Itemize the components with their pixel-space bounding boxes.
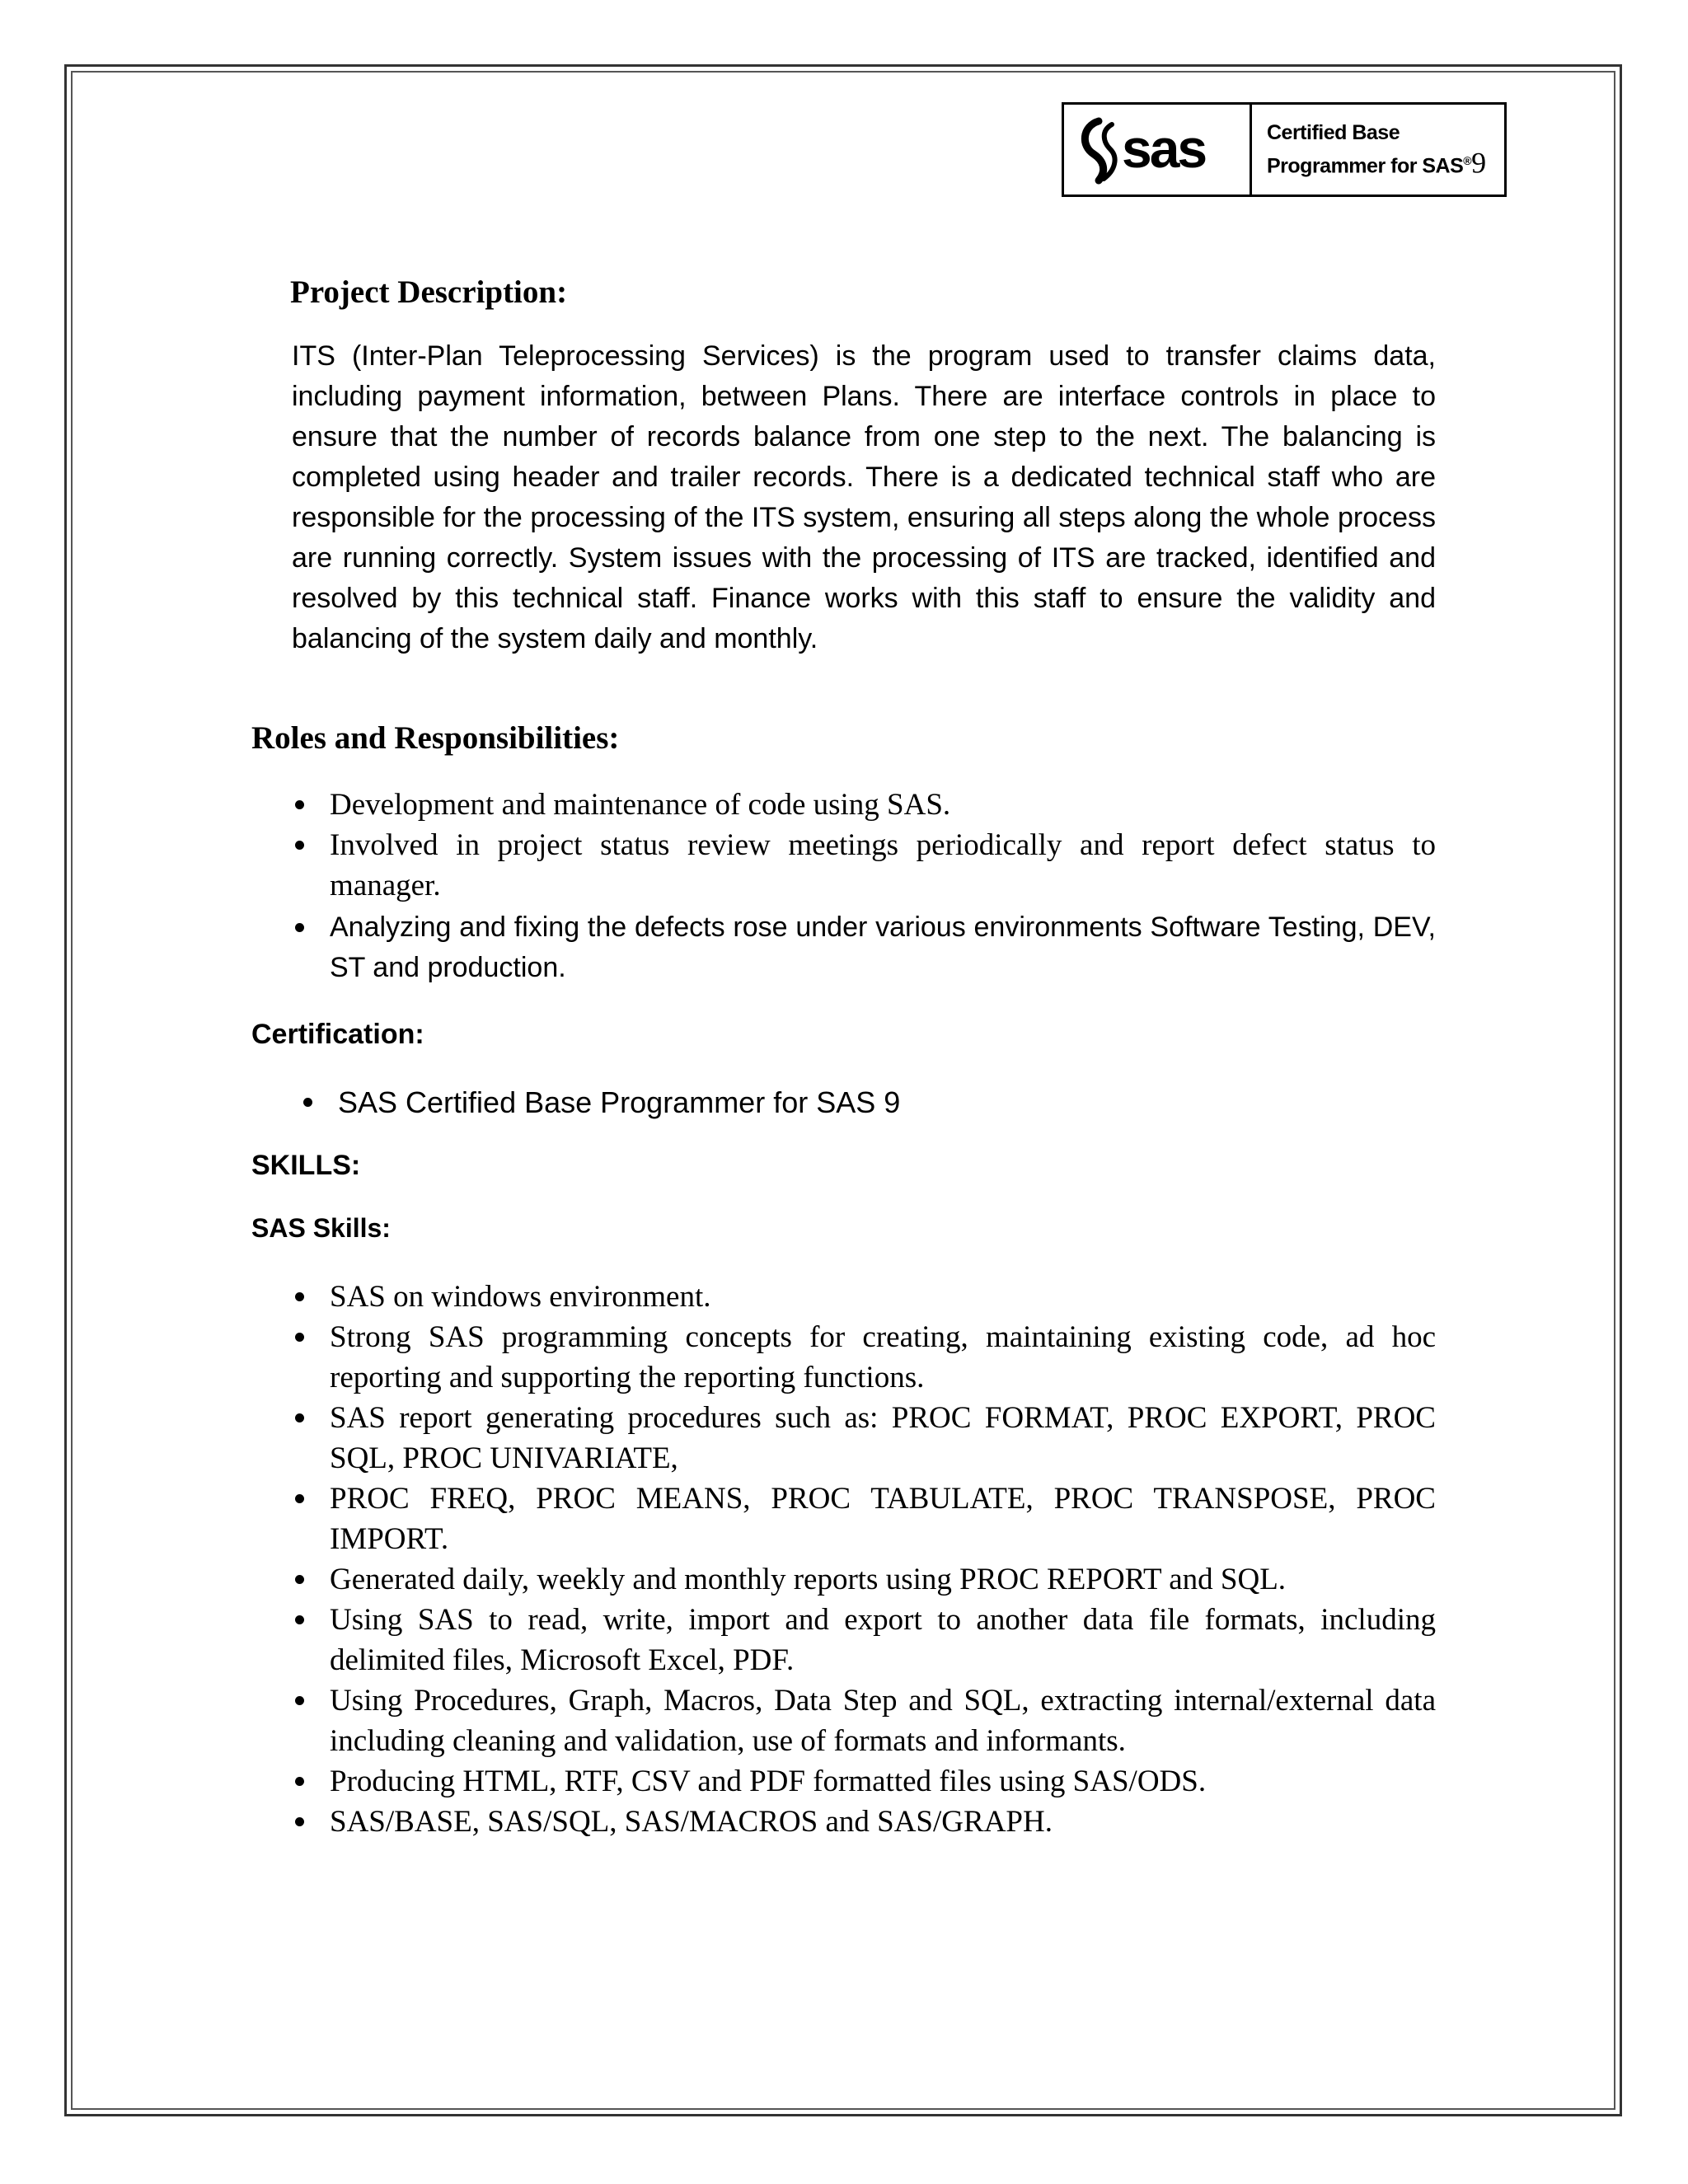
skills-heading: SKILLS: [251,1150,361,1181]
roles-list-continued [290,907,1436,988]
list-item: Strong SAS programming concepts for creating, maintaining existing code, ad hoc reporting and supporting the reporting functions. [290,1317,1436,1398]
list-item: Generated daily, weekly and monthly reports using PROC REPORT and SQL. [290,1559,1436,1600]
list-item: PROC FREQ, PROC MEANS, PROC TABULATE, PROC TRANSPOSE, PROC IMPORT. [290,1479,1436,1559]
certification-caption-line2: Programmer for SAS®9 [1267,146,1486,180]
roles-list [290,785,1436,906]
list-item: SAS/BASE, SAS/SQL, SAS/MACROS and SAS/GRAPH. [290,1802,1436,1842]
sas-certification-logo [1062,102,1507,197]
list-item: Producing HTML, RTF, CSV and PDF formatted files using SAS/ODS. [290,1761,1436,1802]
list-item: Involved in project status review meetings periodically and report defect status to manager. [290,825,1436,906]
certification-caption [1252,105,1504,194]
list-item: SAS Certified Base Programmer for SAS 9 [298,1082,1436,1122]
list-item: SAS report generating procedures such as: PROC FORMAT, PROC EXPORT, PROC SQL, PROC UNIVARIATE, [290,1398,1436,1479]
list-item: Using Procedures, Graph, Macros, Data Step and SQL, extracting internal/external data including cleaning and validation, use of formats and informants. [290,1680,1436,1761]
sas-logo-mark [1064,105,1252,194]
list-item: SAS on windows environment. [290,1277,1436,1317]
list-item: Development and maintenance of code using SAS. [290,785,1436,825]
certification-heading: Certification: [251,1019,424,1050]
list-item: Analyzing and fixing the defects rose under various environments Software Testing, DEV, ST and production. [290,907,1436,988]
certification-list [298,1082,1436,1122]
sas-skills-heading: SAS Skills: [251,1213,391,1243]
project-description-text: ITS (Inter-Plan Teleprocessing Services) is the program used to transfer claims data, including payment information, between Plans. There are interface controls in place to ensure that the number of records balance from one step to the next. The balancing is completed using header and trailer records. There is a dedicated technical staff who are responsible for the processing of the ITS system, ensuring all steps along the whole process are running correctly. System issues with the processing of ITS are tracked, identified and resolved by this technical staff. Finance works with this staff to ensure the validity and balancing of the system daily and monthly. [292,340,1436,654]
certification-caption-line1: Certified Base [1267,121,1400,145]
list-item: Using SAS to read, write, import and export to another data file formats, including delimited files, Microsoft Excel, PDF. [290,1600,1436,1680]
project-description-heading: Project Description: [290,274,568,310]
roles-heading: Roles and Responsibilities: [251,720,620,756]
sas-version: 9 [1471,146,1486,180]
sas-wordmark: sas [1121,117,1205,179]
sas-skills-list [290,1277,1436,1842]
